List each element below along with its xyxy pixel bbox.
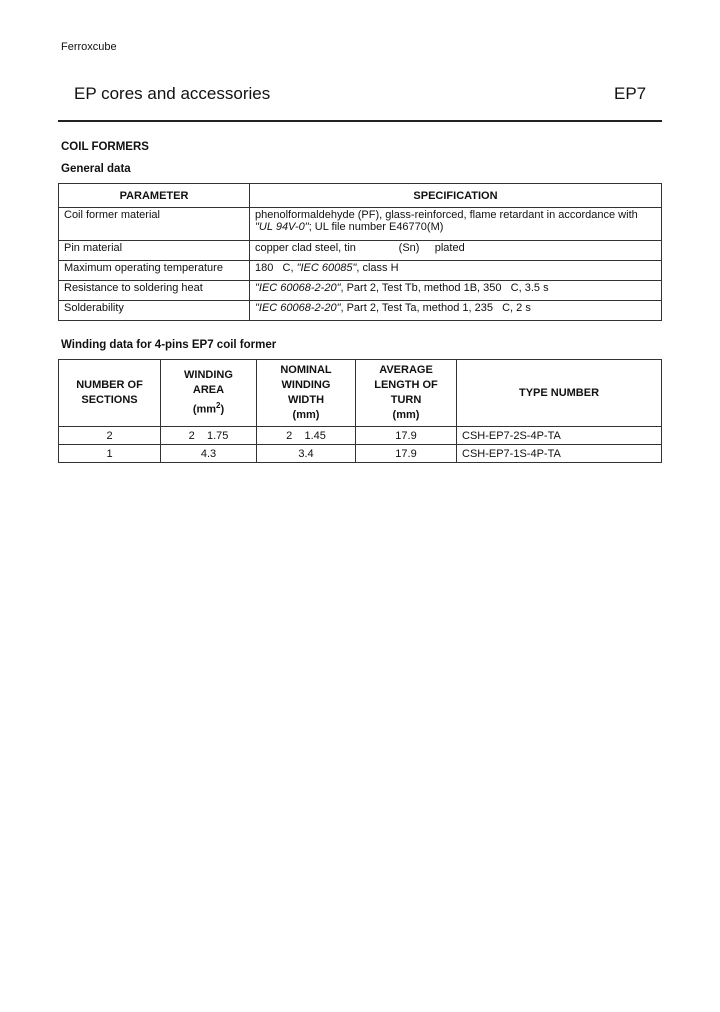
winding-data-table xyxy=(58,359,662,463)
table-row xyxy=(59,281,662,301)
brand-name: Ferroxcube xyxy=(61,41,117,53)
length-cell: 17.9 xyxy=(356,427,457,445)
spec-text: 180 C, xyxy=(255,262,297,274)
table-row xyxy=(59,208,662,241)
column-header-sections xyxy=(59,360,161,427)
spec-standard: "UL 94V-0" xyxy=(255,221,309,233)
width-cell: 3.4 xyxy=(257,445,356,463)
header-line: (mm xyxy=(192,403,217,416)
table-row xyxy=(59,301,662,321)
general-data-heading: General data xyxy=(61,163,131,175)
sections-cell: 2 xyxy=(59,427,161,445)
header-line: LENGTH OF xyxy=(374,379,438,391)
area-cell: 2 1.75 xyxy=(161,427,257,445)
header-line: TURN xyxy=(390,394,422,406)
spec-cell xyxy=(250,261,662,281)
column-header: PARAMETER xyxy=(59,184,250,208)
area-cell: 4.3 xyxy=(161,445,257,463)
table-row xyxy=(59,241,662,261)
general-data-table xyxy=(58,183,662,321)
column-header-length xyxy=(356,360,457,427)
table-row xyxy=(59,445,662,463)
param-cell: Resistance to soldering heat xyxy=(59,281,250,301)
param-cell: Solderability xyxy=(59,301,250,321)
header-line: SECTIONS xyxy=(81,394,138,406)
header-line: WIDTH xyxy=(287,394,325,406)
length-cell: 17.9 xyxy=(356,445,457,463)
spec-standard: "IEC 60068-2-20" xyxy=(255,282,341,294)
spec-cell xyxy=(250,301,662,321)
header-line: ) xyxy=(220,403,225,416)
spec-text: phenolformaldehyde (PF), glass-reinforced, flame retardant in accordance with xyxy=(255,209,638,221)
spec-standard: "IEC 60068-2-20" xyxy=(255,302,341,314)
superscript: 2 xyxy=(216,401,221,411)
spec-text: , Part 2, Test Tb, method 1B, 350 C, 3.5 s xyxy=(340,282,549,294)
header-line: WINDING xyxy=(184,369,233,382)
width-cell: 2 1.45 xyxy=(257,427,356,445)
table-header-row xyxy=(59,360,662,427)
type-number-cell: CSH-EP7-1S-4P-TA xyxy=(457,445,662,463)
spec-standard: "IEC 60085" xyxy=(296,262,357,274)
column-header-type: TYPE NUMBER xyxy=(457,360,662,427)
header-line: WINDING xyxy=(281,379,331,391)
header-line: NOMINAL xyxy=(280,364,332,376)
spec-cell xyxy=(250,281,662,301)
section-title: COIL FORMERS xyxy=(61,141,149,153)
header-line: AREA xyxy=(192,384,225,397)
spec-text: , class H xyxy=(356,262,399,274)
spec-cell xyxy=(250,208,662,241)
header-line: (mm) xyxy=(292,409,320,421)
column-header-width xyxy=(257,360,356,427)
header-line: (mm) xyxy=(392,409,420,421)
header-divider xyxy=(58,120,662,122)
header-line: NUMBER OF xyxy=(76,379,143,391)
param-cell: Pin material xyxy=(59,241,250,261)
table-header-row xyxy=(59,184,662,208)
param-cell: Maximum operating temperature xyxy=(59,261,250,281)
spec-text: , Part 2, Test Ta, method 1, 235 C, 2 s xyxy=(340,302,531,314)
spec-text: ; UL file number E46770(M) xyxy=(308,221,444,233)
sections-cell: 1 xyxy=(59,445,161,463)
column-header-area xyxy=(161,360,257,427)
winding-data-heading: Winding data for 4-pins EP7 coil former xyxy=(61,339,277,351)
product-code: EP7 xyxy=(614,84,647,103)
type-number-cell: CSH-EP7-2S-4P-TA xyxy=(457,427,662,445)
header-line: AVERAGE xyxy=(379,364,433,376)
table-row xyxy=(59,427,662,445)
table-row xyxy=(59,261,662,281)
page-title: EP cores and accessories xyxy=(74,84,271,103)
column-header: SPECIFICATION xyxy=(250,184,662,208)
param-cell: Coil former material xyxy=(59,208,250,241)
spec-cell: copper clad steel, tin (Sn) plated xyxy=(250,241,662,261)
